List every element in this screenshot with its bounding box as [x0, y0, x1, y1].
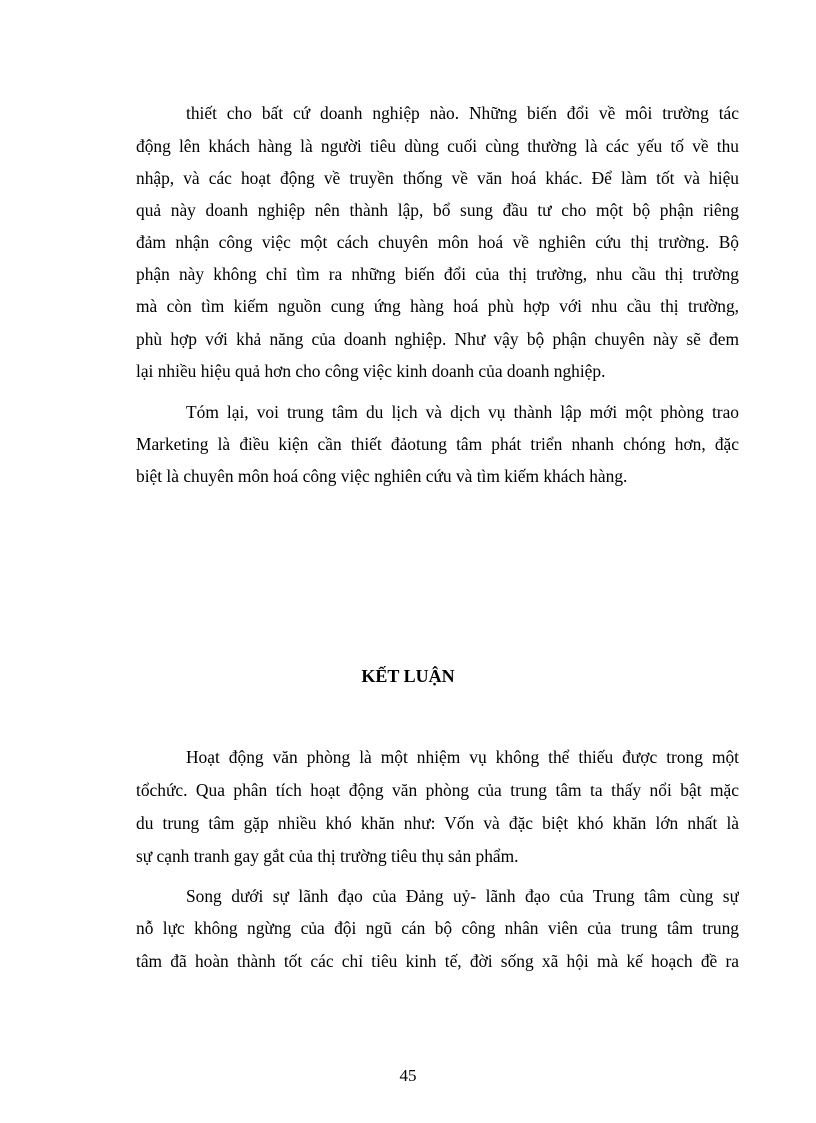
text-line: nhập, và các hoạt động về truyền thống về văn hoá khác. Để làm tốt và hiệu — [136, 168, 739, 188]
text-line: nỗ lực không ngừng của đội ngũ cán bộ công nhân viên của trung tâm trung — [136, 918, 739, 938]
text-line: Tóm lại, voi trung tâm du lịch và dịch vụ thành lập mới một phòng trao — [186, 402, 739, 422]
text-line: phù hợp với khả năng của doanh nghiệp. Như vậy bộ phận chuyên này sẽ đem — [136, 329, 739, 349]
text-line: Song dưới sự lãnh đạo của Đảng uỷ- lãnh đạo của Trung tâm cùng sự — [186, 886, 739, 906]
text-line: sự cạnh tranh gay gắt của thị trường tiêu thụ sản phẩm. — [136, 846, 519, 866]
text-line: tổchức. Qua phân tích hoạt động văn phòng của trung tâm ta thấy nổi bật mặc — [136, 780, 739, 800]
text-line: phận này không chỉ tìm ra những biến đổi của thị trường, nhu cầu thị trường — [136, 264, 739, 284]
text-line: du trung tâm gặp nhiều khó khăn như: Vốn và đặc biệt khó khăn lớn nhất là — [136, 813, 739, 833]
text-line: quả này doanh nghiệp nên thành lập, bổ sung đầu tư cho một bộ phận riêng — [136, 200, 739, 220]
text-line: lại nhiều hiệu quả hơn cho công việc kinh doanh của doanh nghiệp. — [136, 361, 606, 381]
page-number: 45 — [399, 1066, 417, 1085]
text-line: biệt là chuyên môn hoá công việc nghiên cứu và tìm kiếm khách hàng. — [136, 466, 628, 486]
text-line: tâm đã hoàn thành tốt các chỉ tiêu kinh tế, đời sống xã hội mà kế hoạch đề ra — [136, 951, 739, 971]
text-line: thiết cho bất cứ doanh nghiệp nào. Những biến đổi về môi trường tác — [186, 103, 739, 123]
text-line: đảm nhận công việc một cách chuyên môn hoá về nghiên cứu thị trường. Bộ — [136, 232, 739, 252]
text-line: mà còn tìm kiếm nguồn cung ứng hàng hoá phù hợp với nhu cầu thị trường, — [136, 296, 739, 316]
text-line: động lên khách hàng là người tiêu dùng cuối cùng thường là các yếu tố về thu — [136, 136, 739, 156]
text-line: Hoạt động văn phòng là một nhiệm vụ không thể thiếu được trong một — [186, 747, 739, 767]
section-heading: KẾT LUẬN — [361, 666, 455, 686]
text-line: Marketing là điều kiện cần thiết đảotung tâm phát triển nhanh chóng hơn, đặc — [136, 434, 739, 454]
